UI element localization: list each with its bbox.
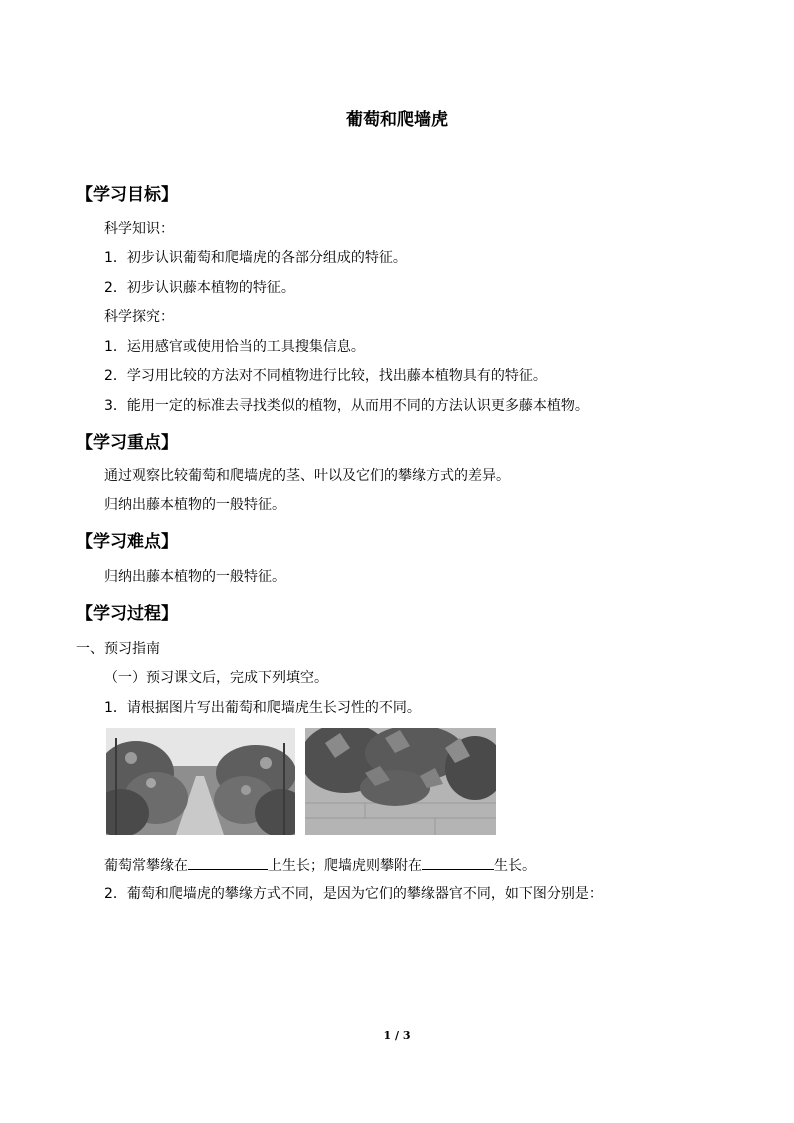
goals-knowledge-item-1: 1．初步认识葡萄和爬墙虎的各部分组成的特征。 xyxy=(104,250,407,266)
ivy-wall-photo xyxy=(305,728,496,835)
difficulty-line-1: 归纳出藤本植物的一般特征。 xyxy=(104,569,286,585)
question-2: 2．葡萄和爬墙虎的攀缘方式不同，是因为它们的攀缘器官不同，如下图分别是： xyxy=(104,886,603,902)
page-number: 1 / 3 xyxy=(383,1029,411,1042)
key-point-line-2: 归纳出藤本植物的一般特征。 xyxy=(104,497,286,513)
goals-inquiry-item-2: 2．学习用比较的方法对不同植物进行比较，找出藤本植物具有的特征。 xyxy=(104,368,547,384)
section-heading-goals: 【学习目标】 xyxy=(76,185,178,205)
blank-ivy-location[interactable] xyxy=(422,856,494,870)
preview-guide-heading: 一、预习指南 xyxy=(76,641,160,657)
fill-text-c: 生长。 xyxy=(494,858,536,874)
section-heading-process: 【学习过程】 xyxy=(76,604,178,624)
key-point-line-1: 通过观察比较葡萄和爬墙虎的茎、叶以及它们的攀缘方式的差异。 xyxy=(104,468,510,484)
question-1: 1．请根据图片写出葡萄和爬墙虎生长习性的不同。 xyxy=(104,700,421,716)
blank-grape-location[interactable] xyxy=(188,856,268,870)
fill-in-sentence xyxy=(104,856,536,875)
preview-instruction: （一）预习课文后，完成下列填空。 xyxy=(104,670,328,686)
section-heading-key-points: 【学习重点】 xyxy=(76,433,178,453)
section-heading-difficulties: 【学习难点】 xyxy=(76,532,178,552)
goals-knowledge-label: 科学知识： xyxy=(104,221,174,237)
goals-inquiry-item-3: 3．能用一定的标准去寻找类似的植物，从而用不同的方法认识更多藤本植物。 xyxy=(104,398,589,414)
fill-text-a: 葡萄常攀缘在 xyxy=(104,858,188,874)
page-title: 葡萄和爬墙虎 xyxy=(346,110,448,130)
goals-inquiry-label: 科学探究： xyxy=(104,309,174,325)
goals-knowledge-item-2: 2．初步认识藤本植物的特征。 xyxy=(104,280,295,296)
grape-vineyard-photo xyxy=(106,728,295,835)
goals-inquiry-item-1: 1．运用感官或使用恰当的工具搜集信息。 xyxy=(104,339,365,355)
fill-text-b: 上生长；爬墙虎则攀附在 xyxy=(268,858,422,874)
